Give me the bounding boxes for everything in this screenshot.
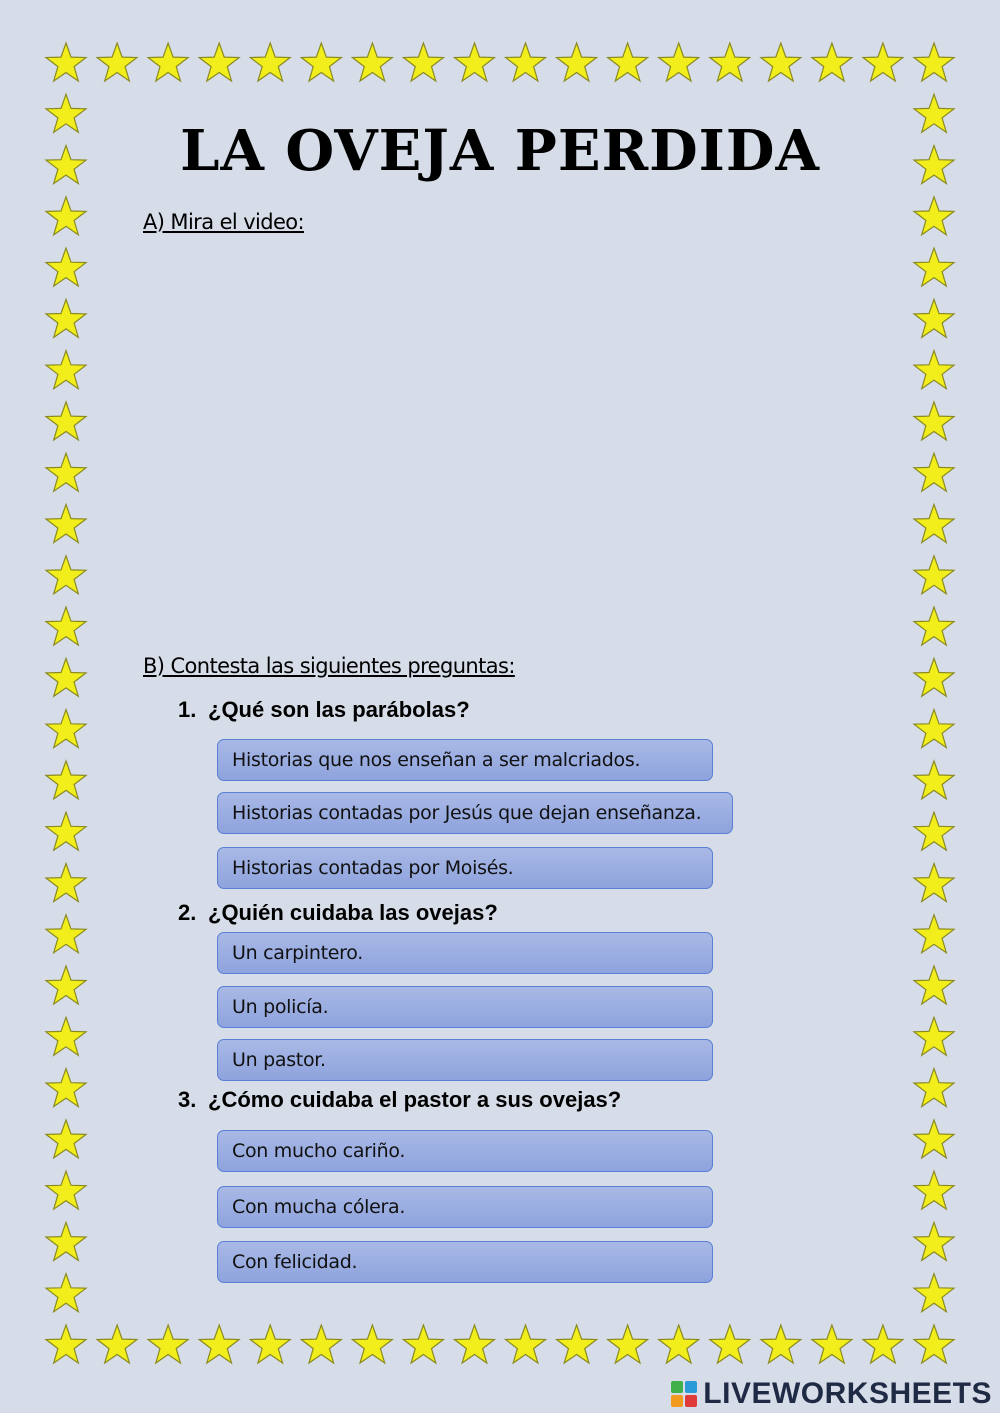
star-icon — [914, 299, 954, 337]
star-icon — [659, 43, 699, 81]
star-icon — [46, 1171, 86, 1209]
star-icon — [914, 761, 954, 799]
star-icon — [863, 43, 903, 81]
star-icon — [46, 812, 86, 850]
star-icon — [914, 453, 954, 491]
star-icon — [914, 43, 954, 81]
option-label: Un carpintero. — [232, 942, 363, 964]
star-icon — [250, 1325, 290, 1363]
star-icon — [403, 1325, 443, 1363]
star-icon — [199, 43, 239, 81]
star-icon — [46, 505, 86, 543]
star-icon — [557, 43, 597, 81]
question-number: 3. — [178, 1087, 197, 1112]
star-icon — [863, 1325, 903, 1363]
star-icon — [148, 1325, 188, 1363]
star-icon — [914, 351, 954, 389]
star-icon — [301, 1325, 341, 1363]
star-icon — [455, 43, 495, 81]
star-icon — [148, 43, 188, 81]
answer-option[interactable] — [217, 1130, 713, 1172]
star-icon — [914, 607, 954, 645]
star-icon — [403, 43, 443, 81]
answer-option[interactable] — [217, 739, 713, 781]
star-icon — [46, 607, 86, 645]
star-icon — [710, 1325, 750, 1363]
star-icon — [608, 43, 648, 81]
star-icon — [46, 402, 86, 440]
star-icon — [761, 43, 801, 81]
question-text: ¿Qué son las parábolas? — [208, 697, 470, 722]
star-icon — [97, 43, 137, 81]
star-icon — [914, 710, 954, 748]
star-icon — [914, 658, 954, 696]
star-icon — [506, 43, 546, 81]
answer-option[interactable] — [217, 1186, 713, 1228]
page-title: LA OVEJA PERDIDA — [180, 118, 820, 184]
star-icon — [914, 1325, 954, 1363]
answer-option[interactable] — [217, 1241, 713, 1283]
star-icon — [46, 197, 86, 235]
star-icon — [659, 1325, 699, 1363]
star-icon — [914, 915, 954, 953]
liveworksheets-brand[interactable] — [671, 1376, 992, 1412]
option-label: Historias que nos enseñan a ser malcriados. — [232, 749, 641, 771]
star-icon — [914, 248, 954, 286]
star-icon — [46, 1222, 86, 1260]
answer-option[interactable] — [217, 932, 713, 974]
star-icon — [46, 299, 86, 337]
star-icon — [914, 1069, 954, 1107]
star-icon — [46, 915, 86, 953]
star-icon — [46, 658, 86, 696]
star-icon — [352, 43, 392, 81]
star-icon — [46, 1069, 86, 1107]
star-icon — [46, 761, 86, 799]
star-icon — [812, 1325, 852, 1363]
option-label: Con felicidad. — [232, 1251, 358, 1273]
star-icon — [608, 1325, 648, 1363]
liveworksheets-logo-icon — [671, 1381, 697, 1407]
question-3 — [178, 1087, 621, 1113]
star-icon — [914, 966, 954, 1004]
option-label: Con mucha cólera. — [232, 1196, 406, 1218]
star-icon — [710, 43, 750, 81]
star-icon — [46, 1120, 86, 1158]
question-2 — [178, 900, 498, 926]
answer-option[interactable] — [217, 986, 713, 1028]
question-1 — [178, 697, 470, 723]
option-label: Historias contadas por Jesús que dejan enseñanza. — [232, 802, 702, 824]
star-icon — [812, 43, 852, 81]
question-number: 2. — [178, 900, 197, 925]
section-b-label: B) Contesta las siguientes preguntas: — [143, 654, 515, 678]
star-icon — [352, 1325, 392, 1363]
star-icon — [46, 43, 86, 81]
answer-option[interactable] — [217, 792, 733, 834]
star-icon — [914, 864, 954, 902]
star-icon — [914, 1171, 954, 1209]
star-icon — [46, 864, 86, 902]
option-label: Con mucho cariño. — [232, 1140, 406, 1162]
star-icon — [301, 43, 341, 81]
star-icon — [761, 1325, 801, 1363]
star-icon — [46, 1325, 86, 1363]
star-icon — [97, 1325, 137, 1363]
star-icon — [46, 710, 86, 748]
star-icon — [914, 505, 954, 543]
star-icon — [46, 351, 86, 389]
star-icon — [46, 453, 86, 491]
star-icon — [46, 248, 86, 286]
star-icon — [46, 1274, 86, 1312]
star-icon — [914, 1120, 954, 1158]
answer-option[interactable] — [217, 847, 713, 889]
section-a-label: A) Mira el video: — [143, 210, 305, 234]
star-icon — [46, 556, 86, 594]
star-icon — [506, 1325, 546, 1363]
star-icon — [46, 1017, 86, 1055]
star-icon — [914, 812, 954, 850]
star-icon — [914, 1274, 954, 1312]
star-icon — [250, 43, 290, 81]
star-icon — [199, 1325, 239, 1363]
star-icon — [914, 1222, 954, 1260]
star-icon — [914, 1017, 954, 1055]
star-icon — [46, 966, 86, 1004]
star-icon — [557, 1325, 597, 1363]
option-label: Un policía. — [232, 996, 329, 1018]
option-label: Un pastor. — [232, 1049, 326, 1071]
question-text: ¿Cómo cuidaba el pastor a sus ovejas? — [208, 1087, 622, 1112]
answer-option[interactable] — [217, 1039, 713, 1081]
star-icon — [914, 197, 954, 235]
star-icon — [455, 1325, 495, 1363]
question-number: 1. — [178, 697, 197, 722]
star-icon — [914, 556, 954, 594]
star-icon — [914, 402, 954, 440]
brand-name: LIVEWORKSHEETS — [703, 1377, 992, 1410]
option-label: Historias contadas por Moisés. — [232, 857, 514, 879]
question-text: ¿Quién cuidaba las ovejas? — [208, 900, 498, 925]
